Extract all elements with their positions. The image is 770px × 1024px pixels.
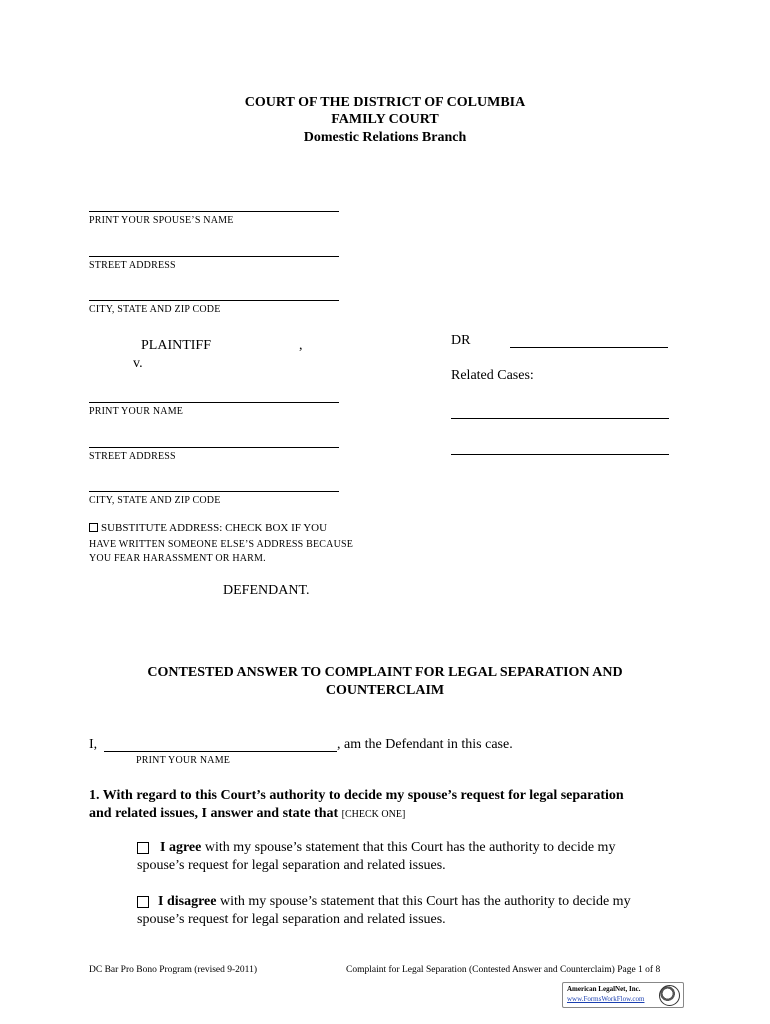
spouse-city-field[interactable] — [89, 300, 339, 301]
section1-instruction: [CHECK ONE] — [341, 809, 406, 820]
related-case-field-2[interactable] — [451, 454, 669, 455]
spouse-street-field[interactable] — [89, 256, 339, 257]
division-name: FAMILY COURT — [331, 112, 439, 127]
intro-name-label: PRINT YOUR NAME — [136, 755, 231, 766]
logo-company-name: American LegalNet, Inc. — [567, 985, 641, 993]
disagree-option-line-1 — [158, 894, 631, 910]
substitute-address-checkbox[interactable] — [89, 523, 98, 532]
spouse-name-field[interactable] — [89, 211, 339, 212]
defendant-street-label: STREET ADDRESS — [89, 451, 176, 462]
footer-right: Complaint for Legal Separation (Contested Answer and Counterclaim) Page 1 of 8 — [346, 965, 661, 975]
document-title-line-1: CONTESTED ANSWER TO COMPLAINT FOR LEGAL SEPARATION AND — [147, 665, 623, 680]
agree-checkbox[interactable] — [137, 842, 149, 854]
spouse-street-label: STREET ADDRESS — [89, 260, 176, 271]
defendant-name-field[interactable] — [89, 402, 339, 403]
dr-label: DR — [451, 333, 471, 348]
substitute-address-line-3: YOU FEAR HARASSMENT OR HARM. — [89, 553, 266, 564]
section1-heading-line-1: 1. With regard to this Court’s authority to decide my spouse’s request for legal separation — [89, 788, 624, 803]
intro-prefix: I, — [89, 737, 98, 752]
substitute-address-line-2: HAVE WRITTEN SOMEONE ELSE’S ADDRESS BECAUSE — [89, 539, 354, 550]
court-name: COURT OF THE DISTRICT OF COLUMBIA — [244, 95, 526, 110]
substitute-address-text-1: SUBSTITUTE ADDRESS: CHECK BOX IF YOU — [101, 522, 328, 534]
spouse-name-label: PRINT YOUR SPOUSE’S NAME — [89, 215, 234, 226]
plaintiff-label: PLAINTIFF — [141, 338, 212, 353]
defendant-city-label: CITY, STATE AND ZIP CODE — [89, 495, 221, 506]
agree-option-bold: I agree — [160, 840, 202, 855]
defendant-city-field[interactable] — [89, 491, 339, 492]
substitute-address-line-1 — [89, 522, 327, 534]
agree-option-line-1 — [160, 840, 615, 856]
versus-label: v. — [133, 356, 143, 371]
branch-name: Domestic Relations Branch — [303, 130, 467, 145]
defendant-street-field[interactable] — [89, 447, 339, 448]
defendant-name-label: PRINT YOUR NAME — [89, 406, 184, 417]
document-title-line-2: COUNTERCLAIM — [325, 683, 445, 698]
agree-option-line-2: spouse’s request for legal separation and related issues. — [137, 858, 446, 873]
plaintiff-comma: , — [299, 338, 303, 353]
defendant-name-intro-field[interactable] — [104, 751, 337, 752]
dr-number-field[interactable] — [510, 347, 668, 348]
intro-suffix: , am the Defendant in this case. — [337, 737, 513, 752]
related-cases-label: Related Cases: — [451, 368, 534, 383]
related-case-field-1[interactable] — [451, 418, 669, 419]
defendant-label: DEFENDANT. — [223, 583, 310, 598]
disagree-option-text: with my spouse’s statement that this Court has the authority to decide my — [216, 894, 631, 909]
section1-heading-text: and related issues, I answer and state that — [89, 806, 339, 821]
logo-emblem-icon — [659, 985, 680, 1006]
publisher-logo[interactable] — [562, 982, 684, 1008]
logo-website-link[interactable]: www.FormsWorkFlow.com — [567, 995, 645, 1003]
disagree-option-bold: I disagree — [158, 894, 217, 909]
disagree-option-line-2: spouse’s request for legal separation and related issues. — [137, 912, 446, 927]
footer-left: DC Bar Pro Bono Program (revised 9-2011) — [89, 965, 257, 975]
agree-option-text: with my spouse’s statement that this Court has the authority to decide my — [201, 840, 616, 855]
disagree-checkbox[interactable] — [137, 896, 149, 908]
section1-heading-line-2 — [89, 806, 405, 822]
spouse-city-label: CITY, STATE AND ZIP CODE — [89, 304, 221, 315]
